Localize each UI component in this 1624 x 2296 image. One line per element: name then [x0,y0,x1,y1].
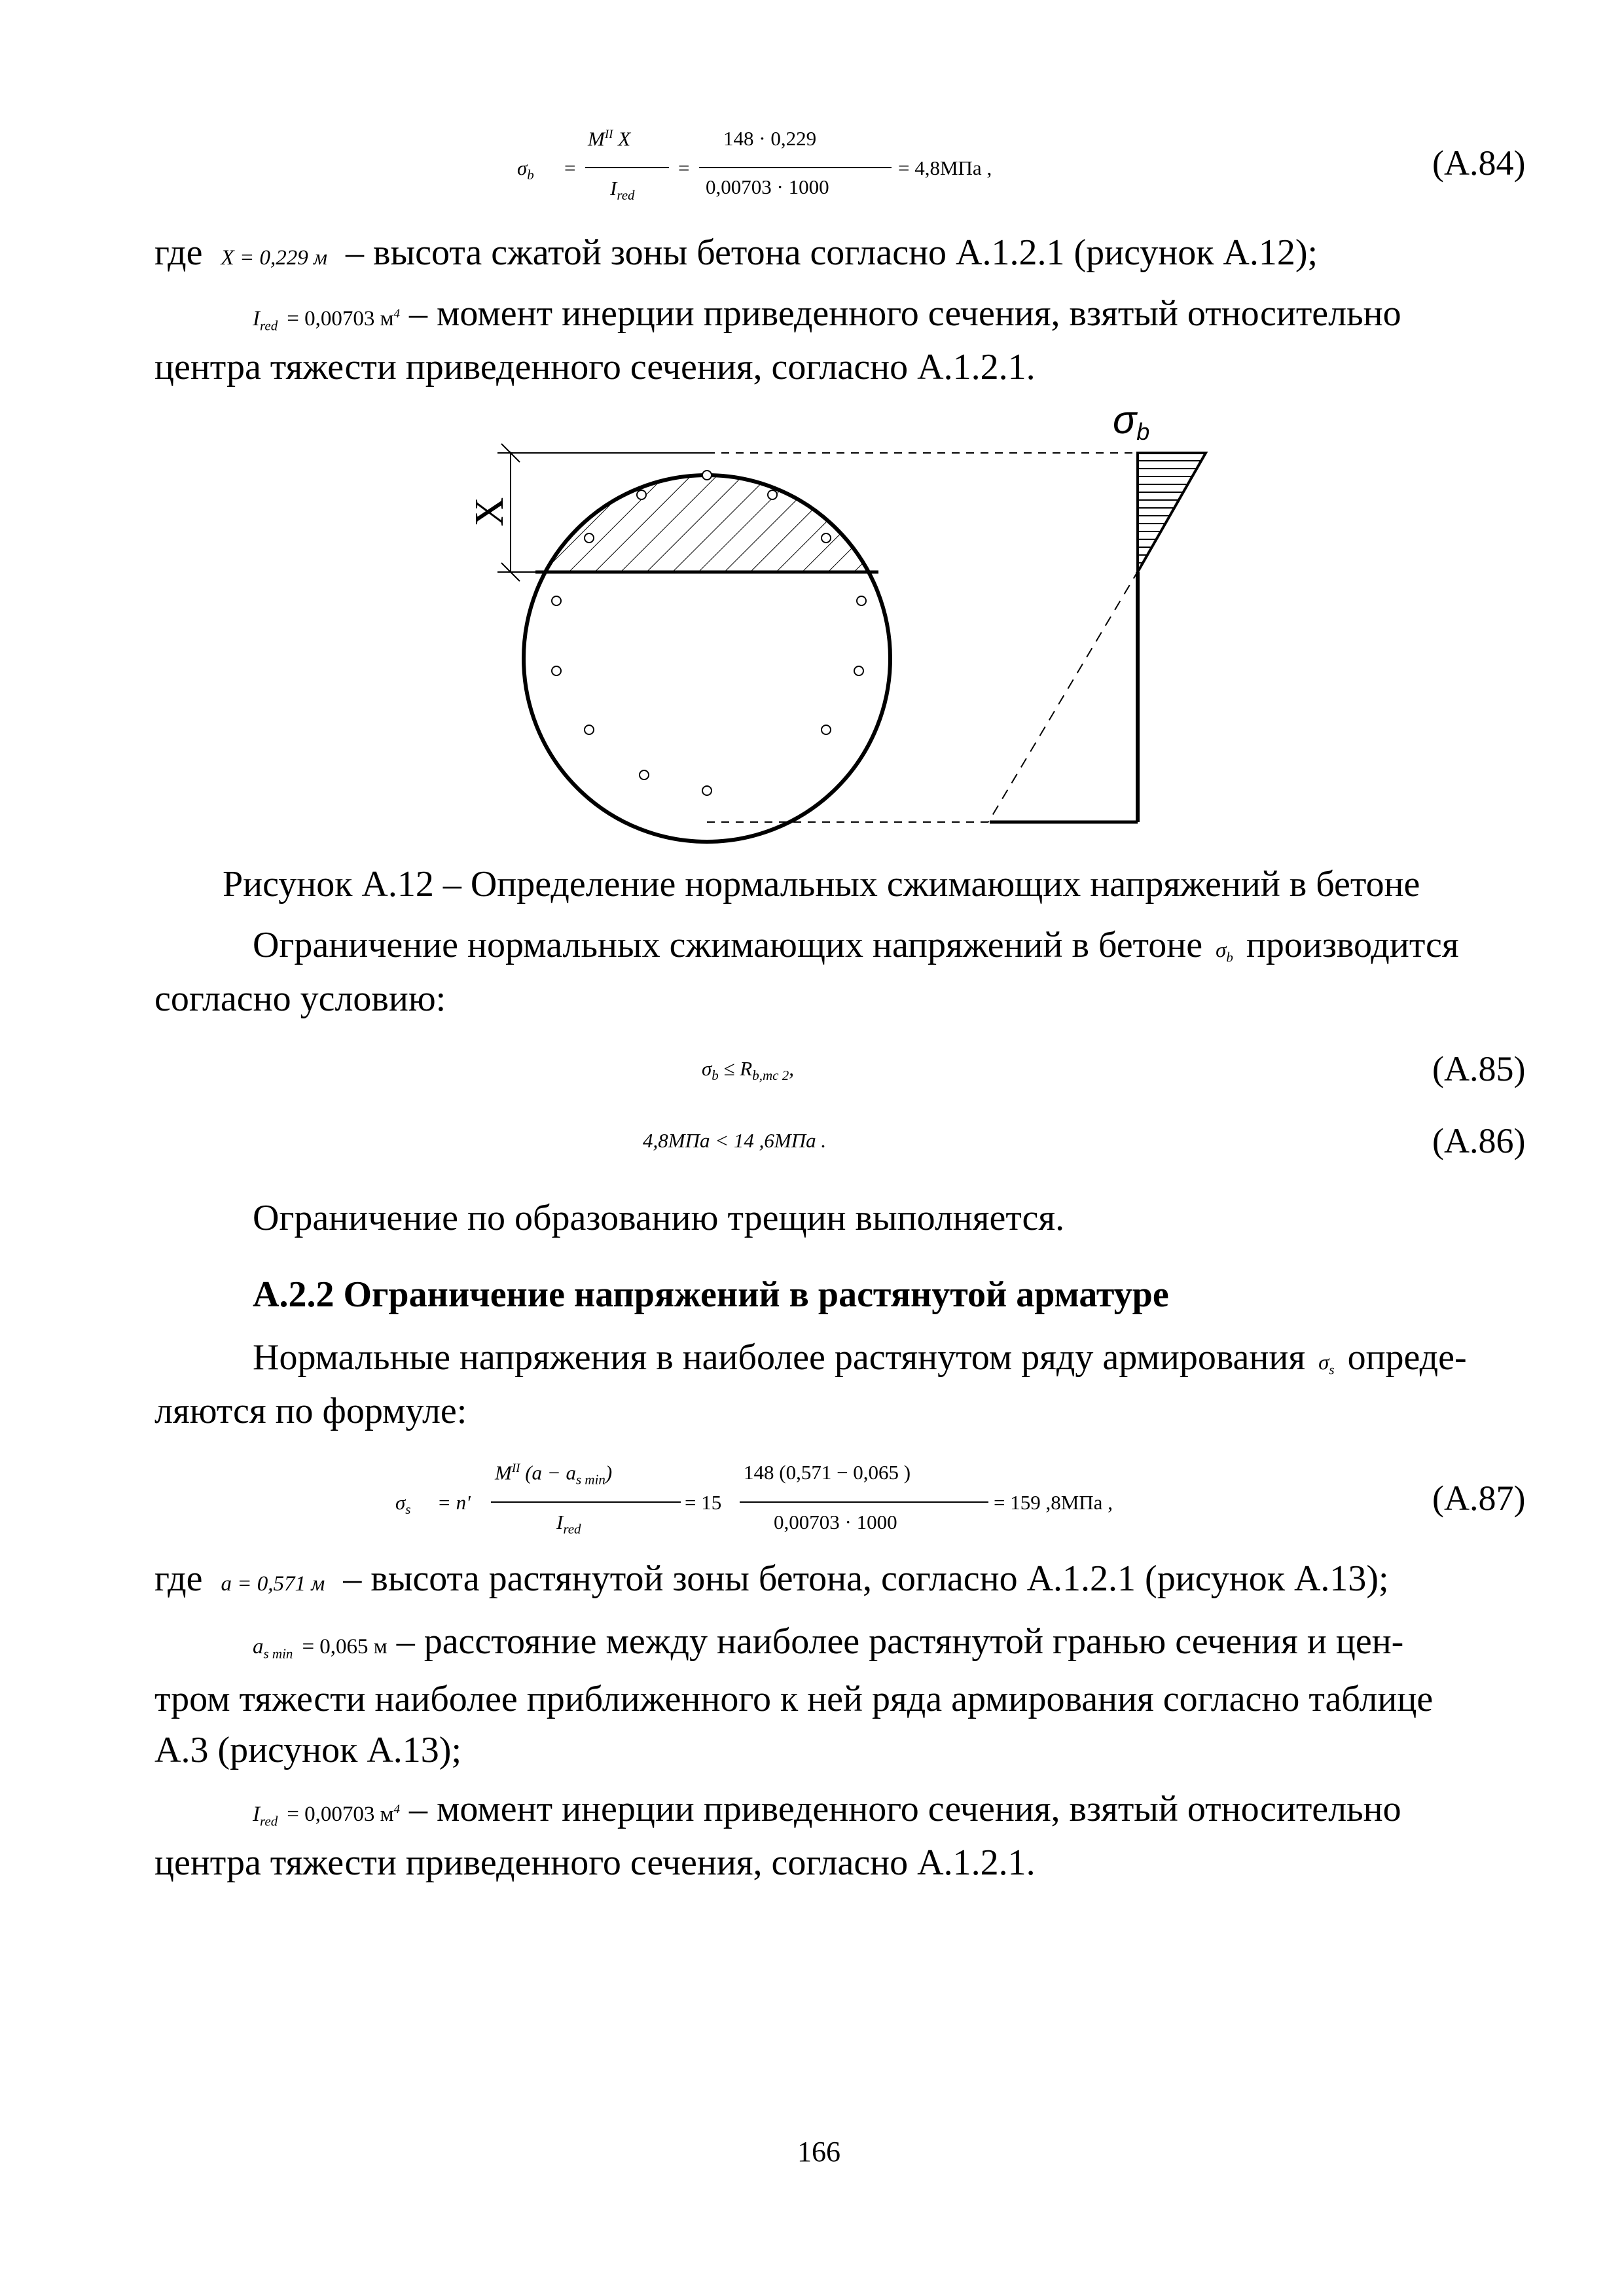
eq-a84-num1: $M^{II}$ X [588,127,631,151]
asmin-text-c: А.3 (рисунок А.13); [154,1730,461,1770]
limit-text-c: согласно условию: [154,978,446,1019]
eq-a85-label: (A.85) [1432,1049,1526,1088]
section-heading: А.2.2 Ограничение напряжений в растянутой арматуре [253,1274,1169,1315]
limit-paragraph [154,923,1542,967]
normal-text-c: ляются по формуле: [154,1391,467,1431]
definition-asmin [154,1619,1542,1664]
crack-statement: Ограничение по образованию трещин выполняется. [253,1198,1065,1238]
x-description: – высота сжатой зоны бетона согласно А.1.2.1 (рисунок А.12); [346,232,1318,273]
page-number: 166 [797,2136,840,2168]
eq-a86-label: (A.86) [1432,1121,1526,1160]
normal-paragraph [154,1335,1542,1380]
asmin-symbol: $a_{s min}$ [253,1635,293,1662]
eq-a84-num2: 148 · 0,229 [723,127,817,150]
ired-2-value: = 0,00703 $м^4$ [287,1803,400,1826]
eq-a84-fraction-bar-1 [585,167,669,168]
asmin-value: = 0,065 м [302,1635,388,1659]
a-value: a = 0,571 м [221,1572,325,1596]
a-description: – высота растянутой зоны бетона, согласно А.1.2.1 (рисунок А.13); [343,1558,1389,1599]
asmin-text-b: тром тяжести наиболее приближенного к ней ряда армирования согласно таблице [154,1679,1434,1719]
where-prefix: где [154,232,203,273]
eq-a87-den1: $I_{red}$ [556,1511,581,1537]
asmin-text-b-wrap [154,1677,1542,1721]
where2-prefix: где [154,1558,203,1599]
limit-text-a: Ограничение нормальных сжимающих напряжений в бетоне [253,925,1203,965]
eq-a87-result: = 159 ,8МПа , [994,1491,1113,1514]
definition-a [154,1560,1389,1597]
x-value: X = 0,229 м [221,246,328,270]
limit-sigma: $\sigma_b$ [1216,939,1233,965]
eq-a87-mid: = 15 [685,1491,722,1514]
normal-sigma: $\sigma_s$ [1318,1351,1335,1378]
asmin-text-a: – расстояние между наиболее растянутой гранью сечения и цен- [396,1621,1404,1662]
eq-a87-fraction-bar-2 [740,1501,988,1503]
ired-1-text-b: центра тяжести приведенного сечения, согласно А.1.2.1. [154,347,1036,387]
eq-a87-lhs: $\sigma_s$ [395,1491,411,1518]
compressive-stress-triangle [1138,453,1206,572]
eq-a84-eq2: = [678,156,690,179]
figure-caption: Рисунок А.12 – Определение нормальных сжимающих напряжений в бетоне [223,864,1420,905]
ired-2-text-b: центра тяжести приведенного сечения, согласно А.1.2.1. [154,1842,1036,1883]
ired-1-text-a: – момент инерции приведенного сечения, взятый относительно [408,293,1401,334]
stress-hatching [1138,461,1201,563]
normal-text-a: Нормальные напряжения в наиболее растянутом ряду армирования [253,1337,1306,1378]
definition-x [154,234,1318,271]
sigma-b-label: σb [1113,398,1150,445]
figure-a12 [445,393,1270,851]
eq-a87-coef: = n' [437,1491,471,1514]
stress-extension-line [988,569,1139,822]
eq-a87-den2: 0,00703 · 1000 [774,1511,897,1534]
definition-ired-2 [154,1787,1542,1831]
eq-a84-den1: $I_{red}$ [610,177,635,204]
eq-a84-result: = 4,8МПа , [898,156,992,179]
eq-a87-label: (A.87) [1432,1479,1526,1518]
eq-a87-num1: $M^{II}$ $(a - a_{s min})$ [495,1461,613,1488]
ired-1-symbol: $I_{red}$ [253,307,278,334]
eq-a86-expr: 4,8МПа < 14 ,6МПа . [643,1129,827,1152]
eq-a84-den2: 0,00703 · 1000 [706,175,829,198]
ired-2-symbol: $I_{red}$ [253,1803,278,1829]
limit-text-b: производится [1246,925,1459,965]
ired-1-value: = 0,00703 $м^4$ [287,307,400,331]
eq-a84-label: (A.84) [1432,143,1526,183]
dimension-x-label: X [467,497,512,527]
eq-a87-num2: 148 (0,571 − 0,065 ) [744,1461,911,1484]
normal-text-b: опреде- [1347,1337,1467,1378]
definition-ired-1 [154,291,1542,336]
eq-a84-eq1: = [564,156,576,179]
ired-2-text-a: – момент инерции приведенного сечения, взятый относительно [408,1789,1401,1829]
eq-a85-expr: $\sigma_b \le R_{b,mc 2}$, [702,1057,794,1084]
eq-a87-fraction-bar-1 [491,1501,681,1503]
eq-a84-lhs: $\sigma_b$ [517,156,534,183]
eq-a84-fraction-bar-2 [699,167,892,168]
